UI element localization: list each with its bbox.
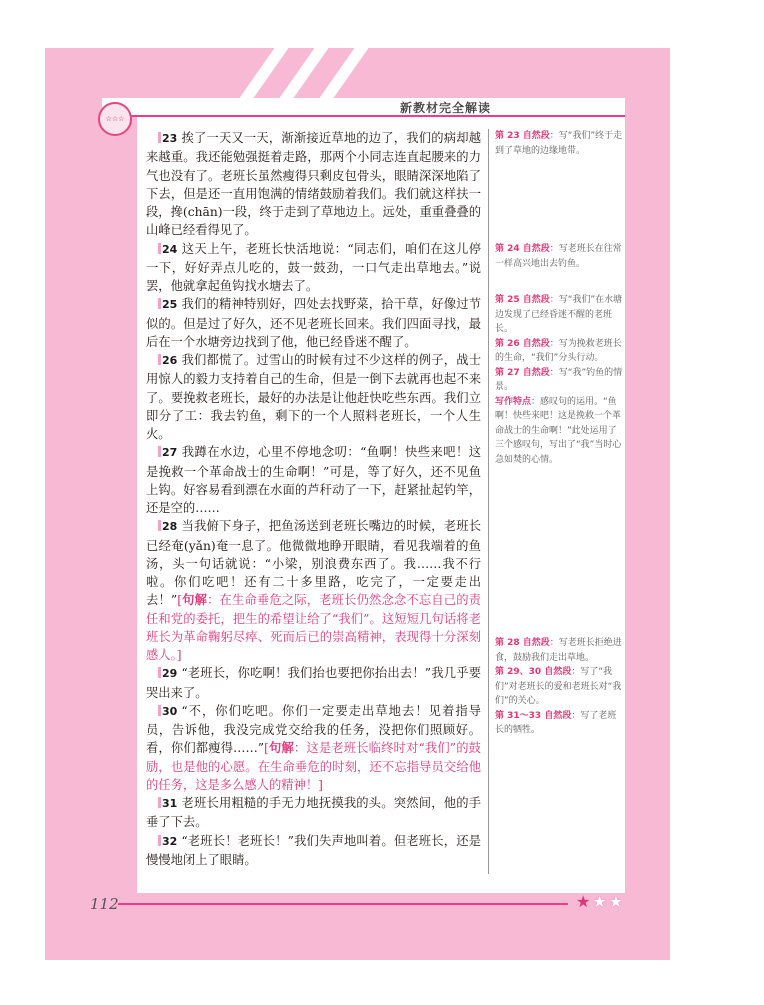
paragraph bbox=[146, 129, 481, 240]
book-logo-icon bbox=[98, 102, 132, 136]
annotation-text: ：感叹句的运用。“鱼啊！快些来吧！这是挽救一个革命战士的生命啊！”此处运用了三个感叹句，写出了“我”当时心急如焚的心情。 bbox=[495, 396, 622, 465]
paragraph bbox=[146, 702, 481, 794]
main-text-column bbox=[146, 129, 481, 869]
bracket: [ bbox=[264, 741, 269, 756]
annotation-label: 写作特点 bbox=[495, 396, 532, 407]
paragraph bbox=[146, 794, 481, 832]
paragraph-number: 24 bbox=[160, 241, 179, 259]
paragraph-text: “老班长，你吃啊！我们抬也要把你抬出去！”我几乎要哭出来了。 bbox=[146, 666, 481, 700]
header-bar bbox=[102, 98, 625, 117]
paragraph bbox=[146, 517, 481, 664]
annotation-note bbox=[495, 665, 625, 709]
annotation-label: 第 24 自然段 bbox=[495, 244, 550, 254]
annotation-block bbox=[495, 129, 625, 158]
analysis-label: 句解 bbox=[268, 740, 294, 756]
left-border bbox=[45, 48, 137, 960]
paragraph-text: 挨了一天又一天，渐渐接近草地的边了，我们的病却越来越重。我还能勉强挺着走路，那两个小同志连直起腰来的力气也没有了。老班长虽然瘦得只剩皮包骨头，眼睛深深地陷了下去，但是还一直用饱满的情绪鼓励着我们。我们就这样扶一段，搀(chān)一段，终于走到了草地边上。远处，重重叠叠的山峰已经看得见了。 bbox=[146, 131, 481, 238]
annotation-note bbox=[495, 337, 625, 366]
bracket: [ bbox=[177, 593, 183, 608]
book-title: 新教材完全解读 bbox=[400, 101, 492, 115]
annotation-label: 第 26 自然段 bbox=[495, 338, 550, 349]
logo-text: ☆☆☆ bbox=[105, 115, 125, 123]
bracket: ] bbox=[318, 777, 323, 792]
footer-rule bbox=[118, 903, 568, 905]
paragraph bbox=[146, 351, 481, 443]
sentence-analysis bbox=[146, 593, 481, 662]
star-icon: ★ bbox=[576, 892, 593, 911]
right-border bbox=[625, 48, 670, 960]
paragraph-number: 27 bbox=[160, 444, 179, 462]
analysis-label: 句解 bbox=[182, 592, 208, 608]
paragraph-text: 我们都慌了。过雪山的时候有过不少这样的例子，战士用惊人的毅力支持着自己的生命，但是一倒下去就再也起不来了。要挽救老班长，最好的办法是让他赶快吃些东西。我们立即分了工：我去钓鱼，剩下的一个人照料老班长，一个人生火。 bbox=[146, 353, 481, 441]
paragraph-number: 31 bbox=[160, 795, 179, 813]
annotation-text: ：写了“我们”对老班长的爱和老班长对“我们”的关心。 bbox=[495, 667, 622, 706]
annotation-text: ：写了老班长的牺牲。 bbox=[495, 710, 617, 735]
annotation-block bbox=[495, 293, 625, 467]
annotation-label: 第 23 自然段 bbox=[495, 131, 550, 141]
bracket: ] bbox=[176, 648, 182, 662]
analysis-text: ：这是老班长临终时对“我们”的鼓励，也是他的心愿。在生命垂危的时刻，还不忘指导员交给他的任务，这是多么感人的精神！ bbox=[146, 741, 481, 792]
annotation-label: 第 29、30 自然段 bbox=[495, 667, 572, 677]
annotation-label: 第 31～33 自然段 bbox=[495, 710, 572, 721]
paragraph-number: 29 bbox=[160, 665, 179, 683]
annotation-note bbox=[495, 293, 625, 337]
paragraph-text: 老班长用粗糙的手无力地抚摸我的头。突然间，他的手垂了下去。 bbox=[146, 796, 481, 830]
difficulty-stars bbox=[576, 893, 625, 911]
annotation-label: 第 27 自然段 bbox=[495, 367, 550, 378]
paragraph-text: “老班长！老班长！”我们失声地叫着。但老班长，还是慢慢地闭上了眼睛。 bbox=[146, 833, 481, 867]
annotation-text: ：写为挽救老班长的生命，“我们”分头行动。 bbox=[495, 338, 622, 363]
paragraph-text: 我们的精神特别好，四处去找野菜，拾干草，好像过节似的。但是过了好久，还不见老班长回来。我们四面寻找，最后在一个水塘旁边找到了他，他已经昏迷不醒了。 bbox=[146, 297, 481, 349]
analysis-text: ：在生命垂危之际，老班长仍然念念不忘自己的责任和党的委托，把生的希望让给了“我们”。这短短几句话将老班长为革命鞠躬尽瘁、死而后已的崇高精神，表现得十分深刻感人。 bbox=[146, 593, 481, 662]
column-divider bbox=[488, 129, 489, 874]
annotation-note bbox=[495, 242, 625, 271]
paragraph bbox=[146, 664, 481, 702]
annotation-block bbox=[495, 636, 625, 738]
paragraph-text: “不，你们吃吧。你们一定要走出草地去！见着指导员，告诉他，我没完成党交给我的任务，没把你们照顾好。看，你们都瘦得……” bbox=[146, 703, 481, 756]
annotation-note bbox=[495, 636, 625, 665]
paragraph-text: 我蹲在水边，心里不停地念叨：“鱼啊！快些来吧！这是挽救一个革命战士的生命啊！”可是，等了好久，还不见鱼上钩。好容易看到漂在水面的芦秆动了一下，赶紧扯起钓竿，还是空的…… bbox=[146, 445, 481, 515]
paragraph bbox=[146, 240, 481, 296]
annotation-text: ：写老班长在往常一样高兴地出去钓鱼。 bbox=[495, 244, 622, 269]
annotation-note bbox=[495, 366, 625, 395]
annotation-text: ：写“我们”在水塘边发现了已经昏迷不醒的老班长。 bbox=[495, 295, 623, 334]
paragraph bbox=[146, 832, 481, 870]
star-icon: ★ bbox=[608, 892, 626, 911]
paragraph-number: 26 bbox=[160, 352, 179, 370]
annotation-block bbox=[495, 242, 625, 271]
paragraph-text: 当我俯下身子，把鱼汤送到老班长嘴边的时候，老班长已经奄(yǎn)奄一息了。他微微地睁开眼睛，看见我端着的鱼汤，头一句话就说：“小梁，别浪费东西了。我……我不行啦。你们吃吧！还有二十多里路，吃完了，一定要走出去！” bbox=[146, 519, 481, 608]
paragraph-text: 这天上午，老班长快活地说：“同志们，咱们在这儿停一下，好好弄点儿吃的，鼓一鼓劲，一口气走出草地去。”说罢，他就拿起鱼钩找水塘去了。 bbox=[146, 241, 481, 293]
paragraph-number: 32 bbox=[160, 833, 179, 851]
annotation-text: ：写“我们”终于走到了草地的边缘地带。 bbox=[495, 131, 623, 156]
annotation-label: 第 28 自然段 bbox=[495, 638, 550, 648]
annotation-text: ：写老班长拒绝进食，鼓励我们走出草地。 bbox=[495, 638, 622, 663]
annotation-note bbox=[495, 395, 625, 468]
star-icon: ★ bbox=[592, 892, 609, 911]
annotation-label: 第 25 自然段 bbox=[495, 295, 550, 305]
paragraph bbox=[146, 443, 481, 517]
paragraph-number: 28 bbox=[160, 518, 179, 536]
paragraph-number: 23 bbox=[160, 130, 179, 148]
paragraph bbox=[146, 295, 481, 351]
annotation-text: ：写“我”钓鱼的情景。 bbox=[495, 367, 623, 392]
annotation-note bbox=[495, 129, 625, 158]
annotation-note bbox=[495, 709, 625, 738]
page-number: 112 bbox=[90, 895, 119, 913]
paragraph-number: 25 bbox=[160, 296, 179, 314]
paragraph-number: 30 bbox=[160, 703, 179, 721]
